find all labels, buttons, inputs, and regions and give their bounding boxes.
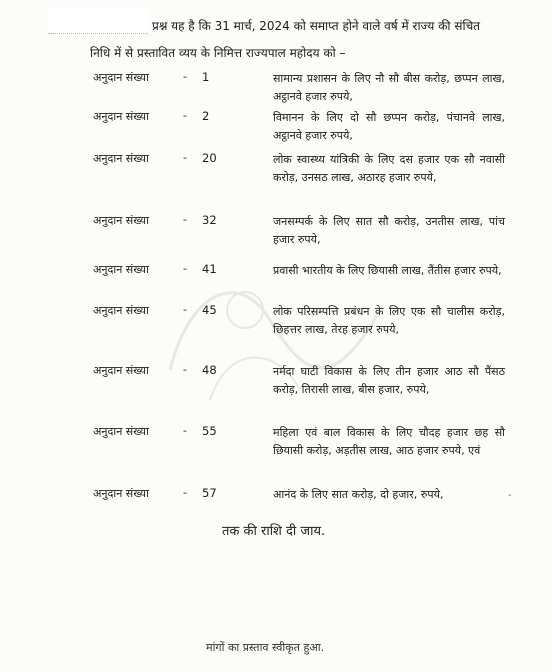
redacted-name-box [48,8,148,34]
grant-dash: - [183,424,187,437]
grant-dash: - [183,70,187,83]
grant-description: जनसम्पर्क के लिए सात सौ करोड़, उनतीस लाख, पांच हजार रुपये, [273,215,505,246]
grant-dash: - [183,363,187,376]
grant-description: लोक स्वास्थ्य यांत्रिकी के लिए दस हजार एक सौ नवासी करोड़, उनसठ लाख, अठारह हजार रुपये, [273,153,505,184]
grant-dash: - [183,303,187,316]
grant-label: अनुदान संख्या [93,214,149,227]
grant-description: प्रवासी भारतीय के लिए छियासी लाख, तैंतीस हजार रुपये, [273,264,502,277]
grant-description: विमानन के लिए दो सौ छप्पन करोड़, पंचानवे लाख, अट्ठानवे हजार रुपये, [273,111,505,142]
grant-description: लोक परिसम्पत्ति प्रबंधन के लिए एक सौ चालीस करोड़, छिहत्तर लाख, तेरह हजार रुपये, [273,305,505,336]
grant-dash: - [183,213,187,226]
grant-description: नर्मदा घाटी विकास के लिए तीन हजार आठ सौ पैंसठ करोड़, तिरासी लाख, बीस हजार, रुपये, [273,365,505,396]
grant-label: अनुदान संख्या [93,110,149,123]
grant-number: 48 [202,363,217,377]
grant-number: 2 [202,109,210,123]
grant-description: सामान्य प्रशासन के लिए नौ सौ बीस करोड़, छप्पन लाख, अट्ठानवे हजार रुपये, [273,72,505,103]
grant-dash: - [183,151,187,164]
grant-label: अनुदान संख्या [93,304,149,317]
grant-label: अनुदान संख्या [93,263,149,276]
grant-number: 20 [202,151,217,165]
margin-mark: - [508,490,512,501]
intro-line-1: प्रश्न यह है कि 31 मार्च, 2024 को समाप्त होने वाले वर्ष में राज्य की संचित [152,19,481,33]
grant-description: आनंद के लिए सात करोड़, दो हजार, रुपये, [273,488,444,501]
grant-label: अनुदान संख्या [93,71,149,84]
grant-number: 41 [202,262,217,276]
grant-dash: - [183,262,187,275]
grant-number: 57 [202,486,217,500]
closing-line: तक की राशि दी जाय. [222,524,326,539]
grant-description: महिला एवं बाल विकास के लिए चौदह हजार छह सौ छियासी करोड़, अड़तीस लाख, आठ हजार रुपये, एवं [273,426,505,457]
grant-dash: - [183,109,187,122]
grant-label: अनुदान संख्या [93,425,149,438]
grant-label: अनुदान संख्या [93,152,149,165]
grant-dash: - [183,486,187,499]
grant-number: 1 [202,70,210,84]
grant-label: अनुदान संख्या [93,364,149,377]
resolution-note: मांगों का प्रस्ताव स्वीकृत हुआ. [206,641,325,654]
intro-line-2: निधि में से प्रस्तावित व्यय के निमित्त राज्यपाल महोदय को – [90,46,346,60]
grant-label: अनुदान संख्या [93,487,149,500]
grant-number: 45 [202,303,217,317]
grant-number: 32 [202,213,217,227]
grant-number: 55 [202,424,217,438]
